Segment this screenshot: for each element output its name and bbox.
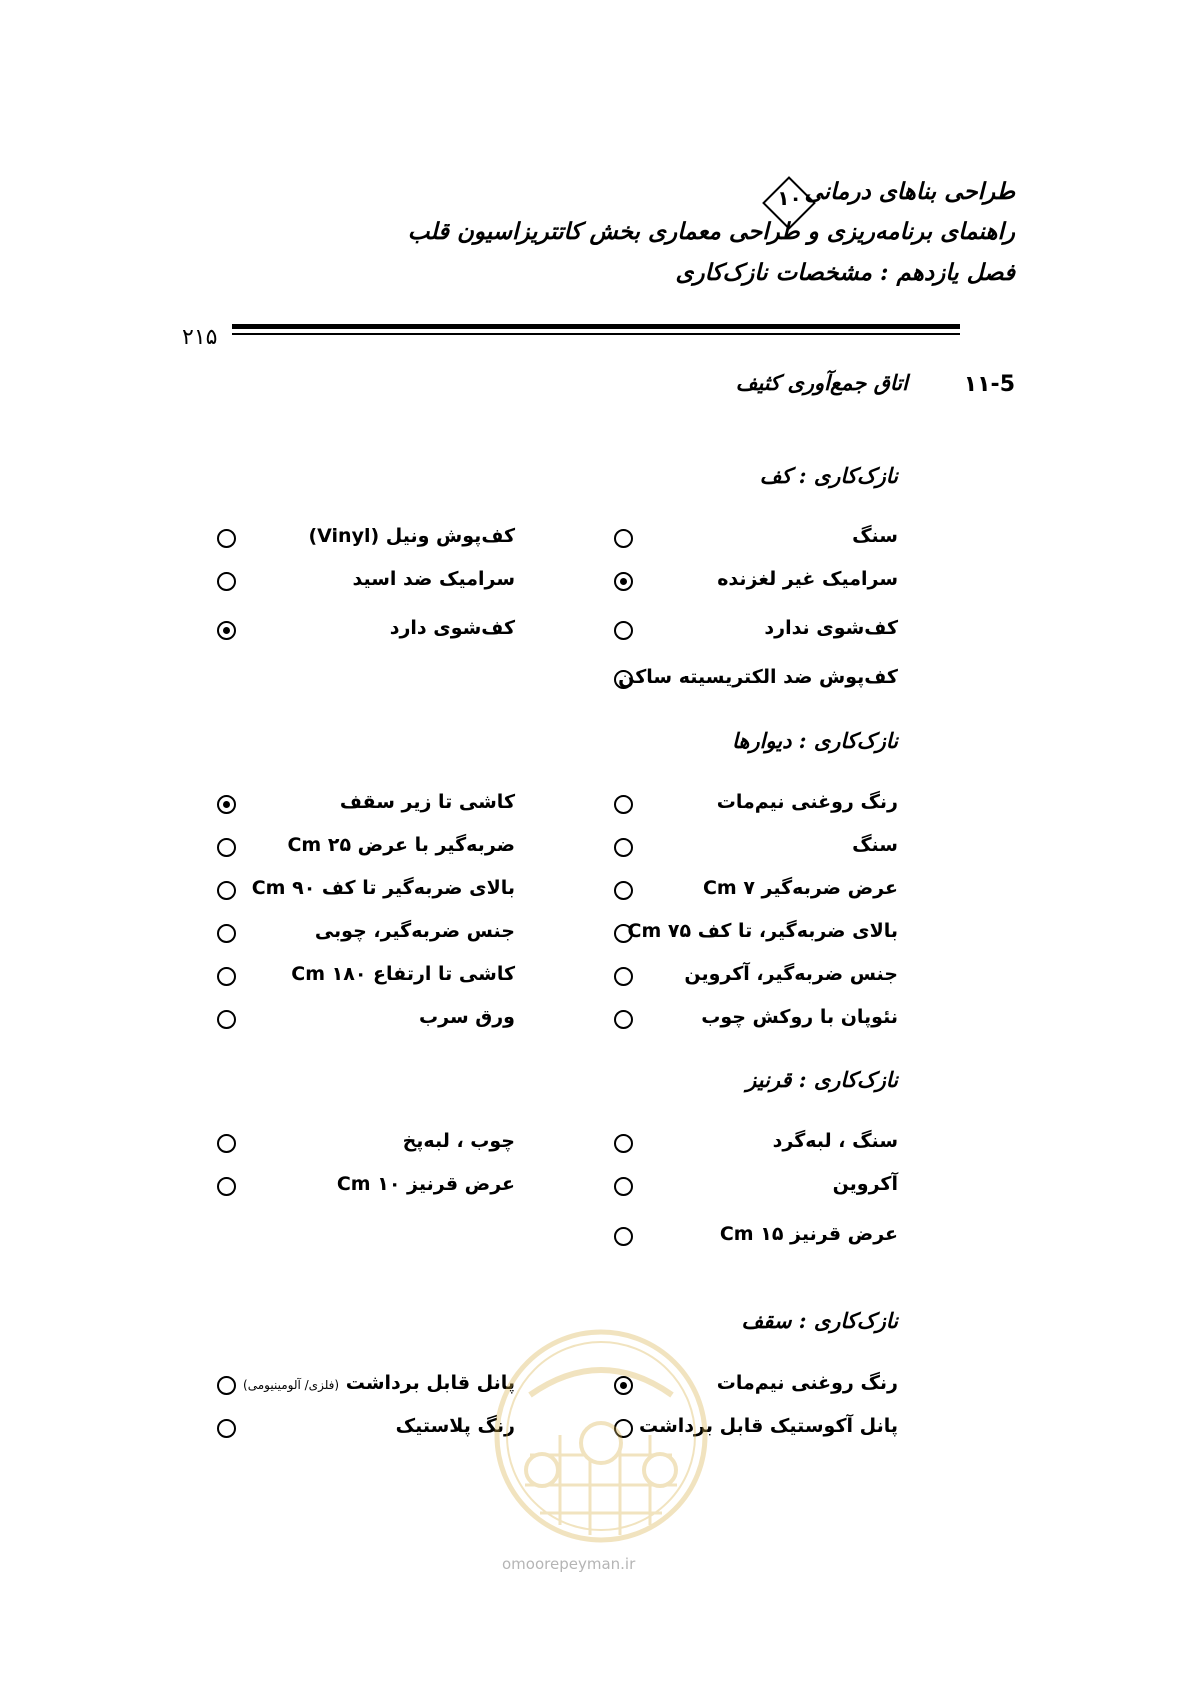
section-number: ۱۱-5 (963, 372, 1015, 397)
watermark-seal-logo (490, 1325, 712, 1547)
radio-button[interactable] (614, 529, 633, 548)
chapter-badge-number: ۱۰ (777, 186, 802, 210)
ceiling-heading: نازک‌کاری : سقف (741, 1308, 898, 1333)
option-label: کف‌پوش ونیل (Vinyl) (308, 525, 515, 547)
option-label (243, 1372, 515, 1394)
option-label-note: (فلزی/ آلومینیومی) (243, 1378, 340, 1392)
radio-button[interactable] (614, 967, 633, 986)
radio-button[interactable] (614, 924, 633, 943)
option-label: سرامیک غیر لغزنده (717, 568, 898, 590)
radio-button[interactable] (614, 795, 633, 814)
walls-heading: نازک‌کاری : دیوارها (731, 728, 898, 753)
radio-button-selected[interactable] (614, 572, 633, 591)
book-subtitle: راهنمای برنامه‌ریزی و طراحی معماری بخش کاتتریزاسیون قلب (407, 218, 1015, 245)
option-label: سنگ (852, 834, 898, 856)
option-label: بالای ضربه‌گیر تا کف ۹۰ Cm (251, 877, 515, 899)
radio-button[interactable] (614, 881, 633, 900)
header-rule-thick (232, 324, 960, 329)
option-label: پانل آکوستیک قابل برداشت (638, 1415, 898, 1437)
option-label: ضربه‌گیر با عرض ۲۵ Cm (287, 834, 515, 856)
radio-button[interactable] (217, 1376, 236, 1395)
radio-button[interactable] (217, 529, 236, 548)
radio-button[interactable] (614, 670, 633, 689)
option-label: کاشی تا زیر سقف (339, 791, 515, 813)
book-title: طراحی بناهای درمانی (804, 178, 1015, 205)
option-label: عرض قرنیز ۱۵ Cm (719, 1223, 898, 1245)
option-label: جنس ضربه‌گیر، چوبی (314, 920, 515, 942)
radio-button[interactable] (217, 1419, 236, 1438)
radio-button[interactable] (614, 621, 633, 640)
option-label: نئوپان با روکش چوب (701, 1006, 898, 1028)
option-label: عرض ضربه‌گیر ۷ Cm (702, 877, 898, 899)
radio-button[interactable] (217, 1010, 236, 1029)
option-label: ورق سرب (419, 1006, 515, 1028)
option-label: سرامیک ضد اسید (352, 568, 515, 590)
option-label: رنگ روغنی نیم‌مات (716, 1372, 898, 1394)
page-number: ۲۱۵ (182, 325, 218, 350)
radio-button[interactable] (217, 572, 236, 591)
floor-heading: نازک‌کاری : کف (759, 463, 898, 488)
header-rule-thin (232, 333, 960, 335)
option-label: رنگ روغنی نیم‌مات (716, 791, 898, 813)
radio-button[interactable] (217, 924, 236, 943)
watermark-url: omoorepeyman.ir (502, 1555, 636, 1573)
radio-button[interactable] (217, 838, 236, 857)
option-label: آکروین (832, 1173, 898, 1195)
option-label: جنس ضربه‌گیر، آکروین (684, 963, 898, 985)
radio-button[interactable] (217, 1134, 236, 1153)
option-label: سنگ ، لبه‌گرد (772, 1130, 898, 1152)
option-label: کف‌شوی دارد (389, 617, 515, 639)
radio-button[interactable] (217, 967, 236, 986)
option-label: عرض قرنیز ۱۰ Cm (336, 1173, 515, 1195)
section-title: اتاق جمع‌آوری کثیف (735, 370, 908, 395)
radio-button-selected[interactable] (217, 795, 236, 814)
option-label: کف‌شوی ندارد (764, 617, 898, 639)
option-label: سنگ (852, 525, 898, 547)
radio-button-selected[interactable] (217, 621, 236, 640)
radio-button[interactable] (217, 1177, 236, 1196)
radio-button[interactable] (614, 1227, 633, 1246)
radio-button[interactable] (217, 881, 236, 900)
cornice-heading: نازک‌کاری : قرنیز (746, 1067, 898, 1092)
option-label: کف‌پوش ضد الکتریسیته ساکن (618, 666, 898, 688)
chapter-title: فصل یازدهم : مشخصات نازک‌کاری (675, 259, 1015, 286)
option-label: چوب ، لبه‌پخ (402, 1130, 515, 1152)
option-label: کاشی تا ارتفاع ۱۸۰ Cm (291, 963, 515, 985)
radio-button[interactable] (614, 1134, 633, 1153)
option-label: رنگ پلاستیک (395, 1415, 515, 1437)
option-label: بالای ضربه‌گیر، تا کف ۷۵ Cm (627, 920, 898, 942)
radio-button[interactable] (614, 1177, 633, 1196)
radio-button[interactable] (614, 1010, 633, 1029)
option-label-main: پانل قابل برداشت (345, 1372, 515, 1394)
radio-button[interactable] (614, 838, 633, 857)
